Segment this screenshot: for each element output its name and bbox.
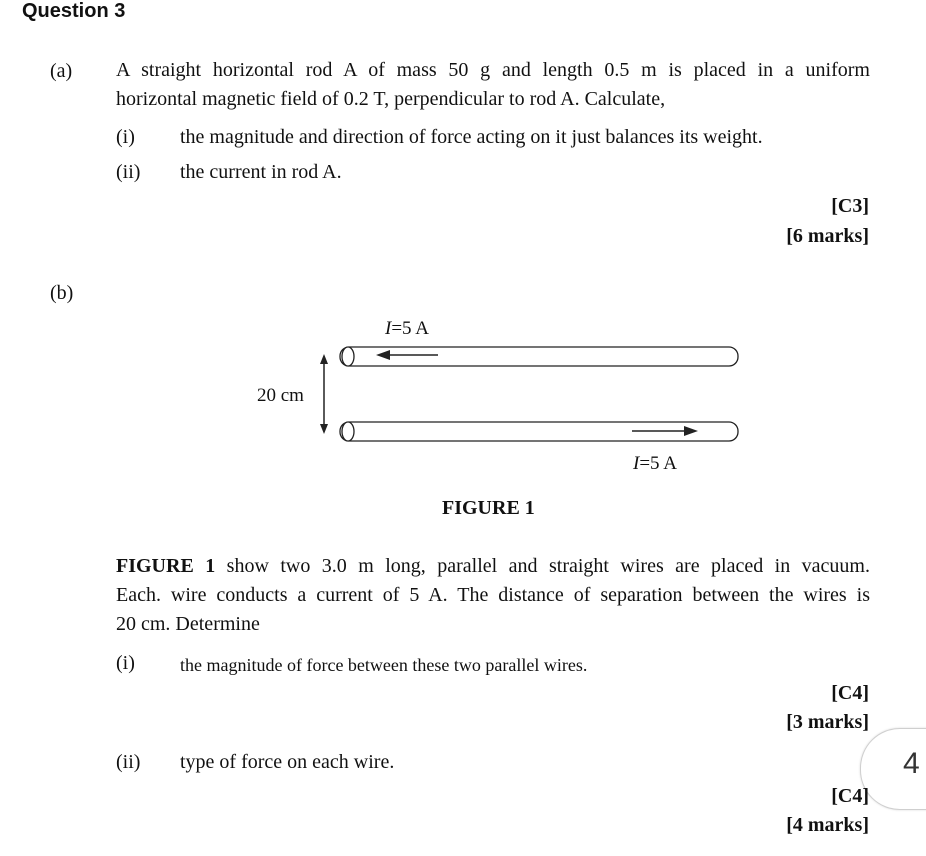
top-current-label: I=5 A [385, 318, 429, 339]
part-a-item-2-text: the current in rod A. [180, 161, 342, 183]
bottom-current-label: I=5 A [633, 453, 677, 474]
top-current-arrow-head [376, 350, 390, 360]
part-b-item-1-level: [C4] [831, 682, 869, 704]
part-a-stem-line1: A straight horizontal rod A of mass 50 g and length 0.5 m is placed in a uniform [116, 59, 870, 81]
separation-arrow-up [320, 354, 328, 364]
part-a-level: [C3] [831, 195, 869, 217]
part-b-stem-line3: 20 cm. Determine [116, 613, 260, 635]
figure-1-caption: FIGURE 1 [442, 497, 535, 519]
page-number: 4 [903, 747, 920, 780]
part-a-label: (a) [50, 60, 73, 82]
separation-label: 20 cm [257, 385, 304, 406]
question-title: Question 3 [22, 0, 126, 22]
figure-1-diagram [300, 340, 750, 490]
part-a-item-2-label: (ii) [116, 161, 141, 183]
part-b-item-1-label: (i) [116, 652, 135, 674]
part-b-stem-line2: Each. wire conducts a current of 5 A. The distance of separation between the wires is [116, 584, 870, 606]
page-number-badge[interactable] [860, 728, 926, 810]
bottom-wire-end [342, 422, 354, 441]
part-b-item-2-level: [C4] [831, 785, 869, 807]
top-wire-end [342, 347, 354, 366]
part-a-item-1-text: the magnitude and direction of force acting on it just balances its weight. [180, 126, 763, 148]
part-b-label: (b) [50, 282, 74, 304]
bottom-current-arrow-head [684, 426, 698, 436]
part-b-item-1-text: the magnitude of force between these two parallel wires. [180, 655, 588, 675]
top-wire [340, 347, 738, 366]
part-a-stem-line2: horizontal magnetic field of 0.2 T, perpendicular to rod A. Calculate, [116, 88, 666, 110]
part-b-stem-line1: FIGURE 1 show two 3.0 m long, parallel and straight wires are placed in vacuum. [116, 555, 870, 577]
part-b-item-2-label: (ii) [116, 751, 141, 773]
part-a-marks: [6 marks] [786, 225, 869, 247]
part-a-item-1-label: (i) [116, 126, 135, 148]
separation-arrow-down [320, 424, 328, 434]
part-b-item-1-marks: [3 marks] [786, 711, 869, 733]
part-b-item-2-marks: [4 marks] [786, 814, 869, 836]
part-b-item-2-text: type of force on each wire. [180, 751, 395, 773]
